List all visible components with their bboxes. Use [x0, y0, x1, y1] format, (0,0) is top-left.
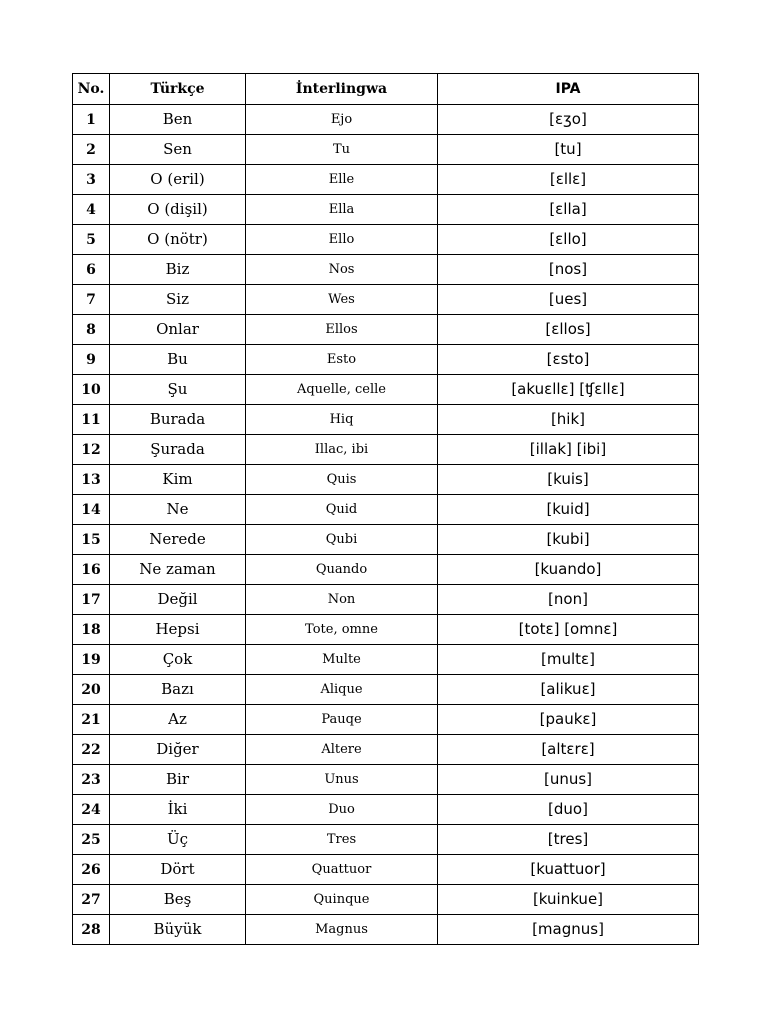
- ipa-transcription: [εsto]: [438, 345, 699, 375]
- table-row: [73, 915, 699, 945]
- row-number: 18: [73, 615, 110, 645]
- row-number: 16: [73, 555, 110, 585]
- row-number: 17: [73, 585, 110, 615]
- turkish-word: O (dişil): [110, 195, 246, 225]
- row-number: 26: [73, 855, 110, 885]
- row-number: 14: [73, 495, 110, 525]
- ipa-transcription: [hik]: [438, 405, 699, 435]
- table-row: [73, 555, 699, 585]
- interlingwa-word: Duo: [246, 795, 438, 825]
- ipa-transcription: [kuando]: [438, 555, 699, 585]
- turkish-word: Siz: [110, 285, 246, 315]
- table-row: [73, 315, 699, 345]
- turkish-word: Üç: [110, 825, 246, 855]
- interlingwa-word: Quattuor: [246, 855, 438, 885]
- row-number: 8: [73, 315, 110, 345]
- ipa-transcription: [totε] [omnε]: [438, 615, 699, 645]
- turkish-word: Hepsi: [110, 615, 246, 645]
- turkish-word: O (nötr): [110, 225, 246, 255]
- row-number: 23: [73, 765, 110, 795]
- turkish-word: Ne: [110, 495, 246, 525]
- table-row: [73, 855, 699, 885]
- row-number: 13: [73, 465, 110, 495]
- interlingwa-word: Altere: [246, 735, 438, 765]
- ipa-transcription: [εllos]: [438, 315, 699, 345]
- turkish-word: Şurada: [110, 435, 246, 465]
- ipa-transcription: [kuid]: [438, 495, 699, 525]
- turkish-word: Büyük: [110, 915, 246, 945]
- ipa-transcription: [εllε]: [438, 165, 699, 195]
- ipa-transcription: [εllo]: [438, 225, 699, 255]
- interlingwa-word: Non: [246, 585, 438, 615]
- table-row: [73, 165, 699, 195]
- column-header-ipa: IPA: [438, 74, 699, 105]
- row-number: 12: [73, 435, 110, 465]
- table-row: [73, 465, 699, 495]
- interlingwa-word: Quis: [246, 465, 438, 495]
- turkish-word: Ne zaman: [110, 555, 246, 585]
- row-number: 6: [73, 255, 110, 285]
- table-row: [73, 495, 699, 525]
- interlingwa-word: Quid: [246, 495, 438, 525]
- row-number: 1: [73, 105, 110, 135]
- table-row: [73, 825, 699, 855]
- turkish-word: Az: [110, 705, 246, 735]
- interlingwa-word: Ella: [246, 195, 438, 225]
- turkish-word: Ben: [110, 105, 246, 135]
- table-row: [73, 765, 699, 795]
- ipa-transcription: [kuattuor]: [438, 855, 699, 885]
- row-number: 22: [73, 735, 110, 765]
- ipa-transcription: [ues]: [438, 285, 699, 315]
- row-number: 3: [73, 165, 110, 195]
- table-row: [73, 795, 699, 825]
- ipa-transcription: [tres]: [438, 825, 699, 855]
- interlingwa-word: Esto: [246, 345, 438, 375]
- ipa-transcription: [non]: [438, 585, 699, 615]
- table-row: [73, 255, 699, 285]
- table-row: [73, 525, 699, 555]
- interlingwa-word: Tres: [246, 825, 438, 855]
- interlingwa-word: Aquelle, celle: [246, 375, 438, 405]
- row-number: 20: [73, 675, 110, 705]
- column-header-turkce: Türkçe: [110, 74, 246, 105]
- table-row: [73, 435, 699, 465]
- interlingwa-word: Qubi: [246, 525, 438, 555]
- turkish-word: Bir: [110, 765, 246, 795]
- ipa-transcription: [kubi]: [438, 525, 699, 555]
- table-row: [73, 135, 699, 165]
- turkish-word: Burada: [110, 405, 246, 435]
- row-number: 7: [73, 285, 110, 315]
- interlingwa-word: Tu: [246, 135, 438, 165]
- turkish-word: O (eril): [110, 165, 246, 195]
- interlingwa-word: Magnus: [246, 915, 438, 945]
- row-number: 2: [73, 135, 110, 165]
- ipa-transcription: [kuis]: [438, 465, 699, 495]
- interlingwa-word: Quinque: [246, 885, 438, 915]
- turkish-word: Nerede: [110, 525, 246, 555]
- table-row: [73, 705, 699, 735]
- ipa-transcription: [altεrε]: [438, 735, 699, 765]
- interlingwa-word: Pauqe: [246, 705, 438, 735]
- row-number: 15: [73, 525, 110, 555]
- turkish-word: Beş: [110, 885, 246, 915]
- table-row: [73, 105, 699, 135]
- interlingwa-word: Quando: [246, 555, 438, 585]
- row-number: 9: [73, 345, 110, 375]
- interlingwa-word: Illac, ibi: [246, 435, 438, 465]
- turkish-word: Değil: [110, 585, 246, 615]
- ipa-transcription: [paukε]: [438, 705, 699, 735]
- turkish-word: Bazı: [110, 675, 246, 705]
- ipa-transcription: [nos]: [438, 255, 699, 285]
- column-header-no: No.: [73, 74, 110, 105]
- row-number: 25: [73, 825, 110, 855]
- ipa-transcription: [εʒo]: [438, 105, 699, 135]
- row-number: 19: [73, 645, 110, 675]
- turkish-word: İki: [110, 795, 246, 825]
- turkish-word: Biz: [110, 255, 246, 285]
- table-row: [73, 675, 699, 705]
- interlingwa-word: Wes: [246, 285, 438, 315]
- table-row: [73, 585, 699, 615]
- table-body: [73, 105, 699, 945]
- table-row: [73, 345, 699, 375]
- turkish-word: Şu: [110, 375, 246, 405]
- ipa-transcription: [multε]: [438, 645, 699, 675]
- interlingwa-word: Ellos: [246, 315, 438, 345]
- row-number: 5: [73, 225, 110, 255]
- ipa-transcription: [illak] [ibi]: [438, 435, 699, 465]
- ipa-transcription: [εlla]: [438, 195, 699, 225]
- table-row: [73, 375, 699, 405]
- row-number: 4: [73, 195, 110, 225]
- interlingwa-word: Unus: [246, 765, 438, 795]
- table-row: [73, 285, 699, 315]
- column-header-interlingwa: İnterlingwa: [246, 74, 438, 105]
- row-number: 11: [73, 405, 110, 435]
- table-row: [73, 225, 699, 255]
- ipa-transcription: [alikuε]: [438, 675, 699, 705]
- turkish-word: Diğer: [110, 735, 246, 765]
- turkish-word: Kim: [110, 465, 246, 495]
- table-row: [73, 735, 699, 765]
- interlingwa-word: Multe: [246, 645, 438, 675]
- table-row: [73, 615, 699, 645]
- interlingwa-word: Ello: [246, 225, 438, 255]
- ipa-transcription: [akuεllε] [ʧεllε]: [438, 375, 699, 405]
- turkish-word: Sen: [110, 135, 246, 165]
- ipa-transcription: [tu]: [438, 135, 699, 165]
- turkish-word: Çok: [110, 645, 246, 675]
- interlingwa-word: Nos: [246, 255, 438, 285]
- row-number: 28: [73, 915, 110, 945]
- table-row: [73, 405, 699, 435]
- row-number: 24: [73, 795, 110, 825]
- turkish-word: Bu: [110, 345, 246, 375]
- vocabulary-table: [72, 73, 699, 945]
- table-row: [73, 885, 699, 915]
- row-number: 21: [73, 705, 110, 735]
- row-number: 27: [73, 885, 110, 915]
- row-number: 10: [73, 375, 110, 405]
- turkish-word: Dört: [110, 855, 246, 885]
- table-row: [73, 195, 699, 225]
- interlingwa-word: Tote, omne: [246, 615, 438, 645]
- table-row: [73, 645, 699, 675]
- interlingwa-word: Hiq: [246, 405, 438, 435]
- interlingwa-word: Alique: [246, 675, 438, 705]
- ipa-transcription: [kuinkue]: [438, 885, 699, 915]
- interlingwa-word: Elle: [246, 165, 438, 195]
- ipa-transcription: [duo]: [438, 795, 699, 825]
- header-row: [73, 74, 699, 105]
- turkish-word: Onlar: [110, 315, 246, 345]
- ipa-transcription: [unus]: [438, 765, 699, 795]
- ipa-transcription: [magnus]: [438, 915, 699, 945]
- interlingwa-word: Ejo: [246, 105, 438, 135]
